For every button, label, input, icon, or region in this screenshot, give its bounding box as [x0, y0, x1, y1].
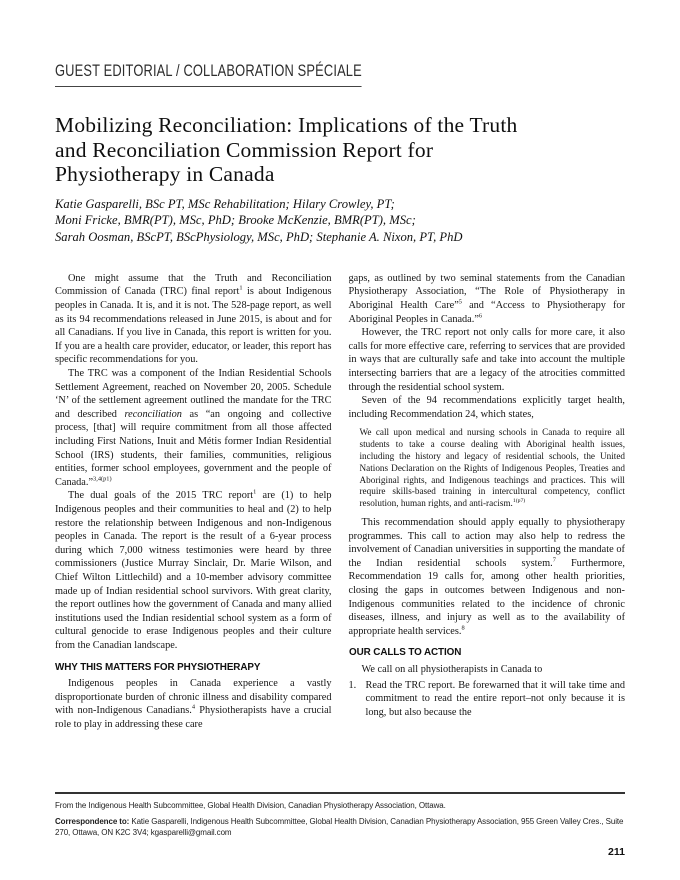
paragraph: [349, 272, 626, 326]
text-segment: are (1) to help Indigenous peoples and their communities to heal and (2) to help restore the relationship between Indigenous and non-Indigenous peoples in Canada. The report is the result of a 6-year process during which 7,000 witness testimonies were heard by three commissioners (Justice Murray Sinclair, Dr. Marie Wilson, and Chief Wilton Littlechild) and a 10-member advisory committee made up of Indian residential school survivors. With great clarity, the report outlines how the government of Canada and many allied institutions used the Indian residential school system as a form of cultural genocide to erase Indigenous peoples and their culture from the Canadian landscape.: [55, 490, 332, 651]
paragraph: [55, 677, 332, 731]
text-segment: gaps, as outlined by two seminal statements from the Canadian Physiotherapy Association, “The Role of Physiotherapy in Aboriginal Health Care”: [348, 272, 625, 312]
reference-superscript: 3,4(p1): [93, 475, 112, 483]
footnote-block: [55, 792, 625, 843]
text-segment: as “an ongoing and collective process, [that] will require commitment from all those affected including First Nations, Inuit and Métis former Indian Residential School (IRS) students, their families, communities, religious entities, former school employees, government and the people of Canada.”: [55, 408, 332, 488]
text-segment: Physiotherapists have a crucial role to play in addressing these care: [55, 705, 332, 730]
text-segment: Indigenous peoples in Canada experience a vastly disproportionate burden of chronic illness and disability compared with non-Indigenous Canadians.: [55, 678, 332, 717]
text-segment: WHY THIS MATTERS FOR PHYSIOTHERAPY: [55, 661, 261, 673]
text-segment: We call upon medical and nursing schools in Canada to require all students to take a course dealing with Aboriginal health issues, including the history and legacy of residential schools, the United Nations Declaration on the Rights of Indigenous Peoples, Treaties and Aboriginal rights, and Indigenous teachings and practices. This will require skills-based training in intercultural competency, conflict resolution, human rights, and anti-racism.: [359, 427, 625, 509]
footnote: [55, 816, 625, 838]
paragraph: [55, 489, 332, 652]
text-segment: Katie Gasparelli, Indigenous Health Subcommittee, Global Health Division, Canadian Physiotherapy Association, 955 Green Valley Cres., Suite 270, Ottawa, ON K2C 3V4; kgasparelli@gmail.com: [55, 817, 624, 837]
reference-superscript: 1: [239, 285, 243, 293]
article-title: [55, 113, 625, 187]
article-body: [55, 272, 625, 732]
reference-superscript: 1: [253, 488, 257, 496]
text-segment: and “Access to Physiotherapy for Aboriginal Peoples in Canada.”: [348, 300, 626, 325]
paragraph: [349, 516, 626, 638]
text-segment: Read the TRC report. Be forewarned that it will take time and commitment to read the entire report–not only because it is long, but also because the: [365, 679, 625, 718]
paragraph: [349, 394, 626, 421]
text-segment: The dual goals of the 2015 TRC report: [68, 490, 254, 502]
call-to-action-item: [349, 679, 626, 720]
text-segment: Seven of the 94 recommendations explicitly target health, including Recommendation 24, which states,: [348, 395, 625, 420]
author-line: Katie Gasparelli, BSc PT, MSc Rehabilitation; Hilary Crowley, PT;: [55, 196, 395, 211]
reference-superscript: 8: [461, 624, 465, 632]
body-column-left: [55, 272, 332, 732]
section-heading: [349, 646, 612, 660]
page-content: [55, 0, 625, 731]
reference-superscript: 7: [552, 556, 556, 564]
text-segment: OUR CALLS TO ACTION: [348, 647, 461, 659]
paragraph: [349, 663, 626, 677]
paragraph: [349, 326, 626, 394]
paragraph: [55, 272, 332, 367]
blockquote: [360, 427, 626, 510]
list-item-text: [366, 680, 626, 718]
author-line: Moni Fricke, BMR(PT), MSc, PhD; Brooke McKenzie, BMR(PT), MSc;: [55, 213, 416, 228]
author-list: [55, 196, 625, 246]
list-marker: 1.: [348, 679, 357, 691]
text-segment: From the Indigenous Health Subcommittee, Global Health Division, Canadian Physiotherapy Association, Ottawa.: [55, 801, 446, 810]
body-column-right: [349, 272, 626, 732]
text-segment: The TRC was a component of the Indian Residential Schools Settlement Agreement, reached on November 20, 2005. Schedule ‘N’ of the settlement agreement outlined the mandate for the TRC and described: [55, 368, 332, 420]
reference-superscript: 4: [191, 703, 196, 711]
article-title-line: Mobilizing Reconciliation: Implications of the Truth: [55, 113, 518, 137]
text-segment: This recommendation should apply equally to physiotherapy programmes. This call to action may also help to redress the involvement of Canadian universities in supporting the mandate of the Indian residential schools system.: [348, 517, 625, 569]
reference-superscript: 5: [458, 298, 462, 306]
text-segment: is about Indigenous peoples in Canada. It is, and it is not. The 528-page report, as well as its 94 recommendations released in June 2015, is about and for all Canadians. If you live in Canada, this report is written for you. If you are a health care provider, educator, or leader, this report has specific recommendations for you.: [55, 286, 332, 366]
text-segment: Correspondence to:: [55, 817, 130, 826]
text-segment: However, the TRC report not only calls for more care, it also calls for more effective care, referring to services that are provided in ways that are culturally safe and take into account the multiple intersecting barriers that are a legacy of the atrocities committed through the residential school system.: [348, 327, 625, 393]
section-heading: [55, 661, 318, 675]
reference-superscript: 6: [478, 312, 483, 320]
text-segment: We call on all physiotherapists in Canada to: [361, 663, 543, 675]
footnote: [55, 800, 625, 811]
kicker-row: [55, 62, 625, 88]
section-kicker: GUEST EDITORIAL / COLLABORATION SPÉCIALE: [55, 62, 362, 87]
text-segment: One might assume that the Truth and Reconciliation Commission of Canada (TRC) final report: [55, 272, 332, 298]
article-title-line: Physiotherapy in Canada: [55, 162, 275, 186]
paragraph: [55, 367, 332, 489]
text-segment: reconciliation: [124, 408, 182, 420]
page-number: 211: [608, 846, 625, 858]
text-segment: Furthermore, Recommendation 19 calls for, among other health priorities, closing the gaps in outcomes between Indigenous and non-Indigenous communities related to the incidence of chronic diseases, illness, and injury as well as to the availability of appropriate health services.: [348, 557, 626, 637]
author-line: Sarah Oosman, BScPT, BScPhysiology, MSc, PhD; Stephanie A. Nixon, PT, PhD: [55, 230, 463, 245]
article-title-line: and Reconciliation Commission Report for: [55, 137, 434, 162]
reference-superscript: 1(p7): [512, 498, 526, 505]
